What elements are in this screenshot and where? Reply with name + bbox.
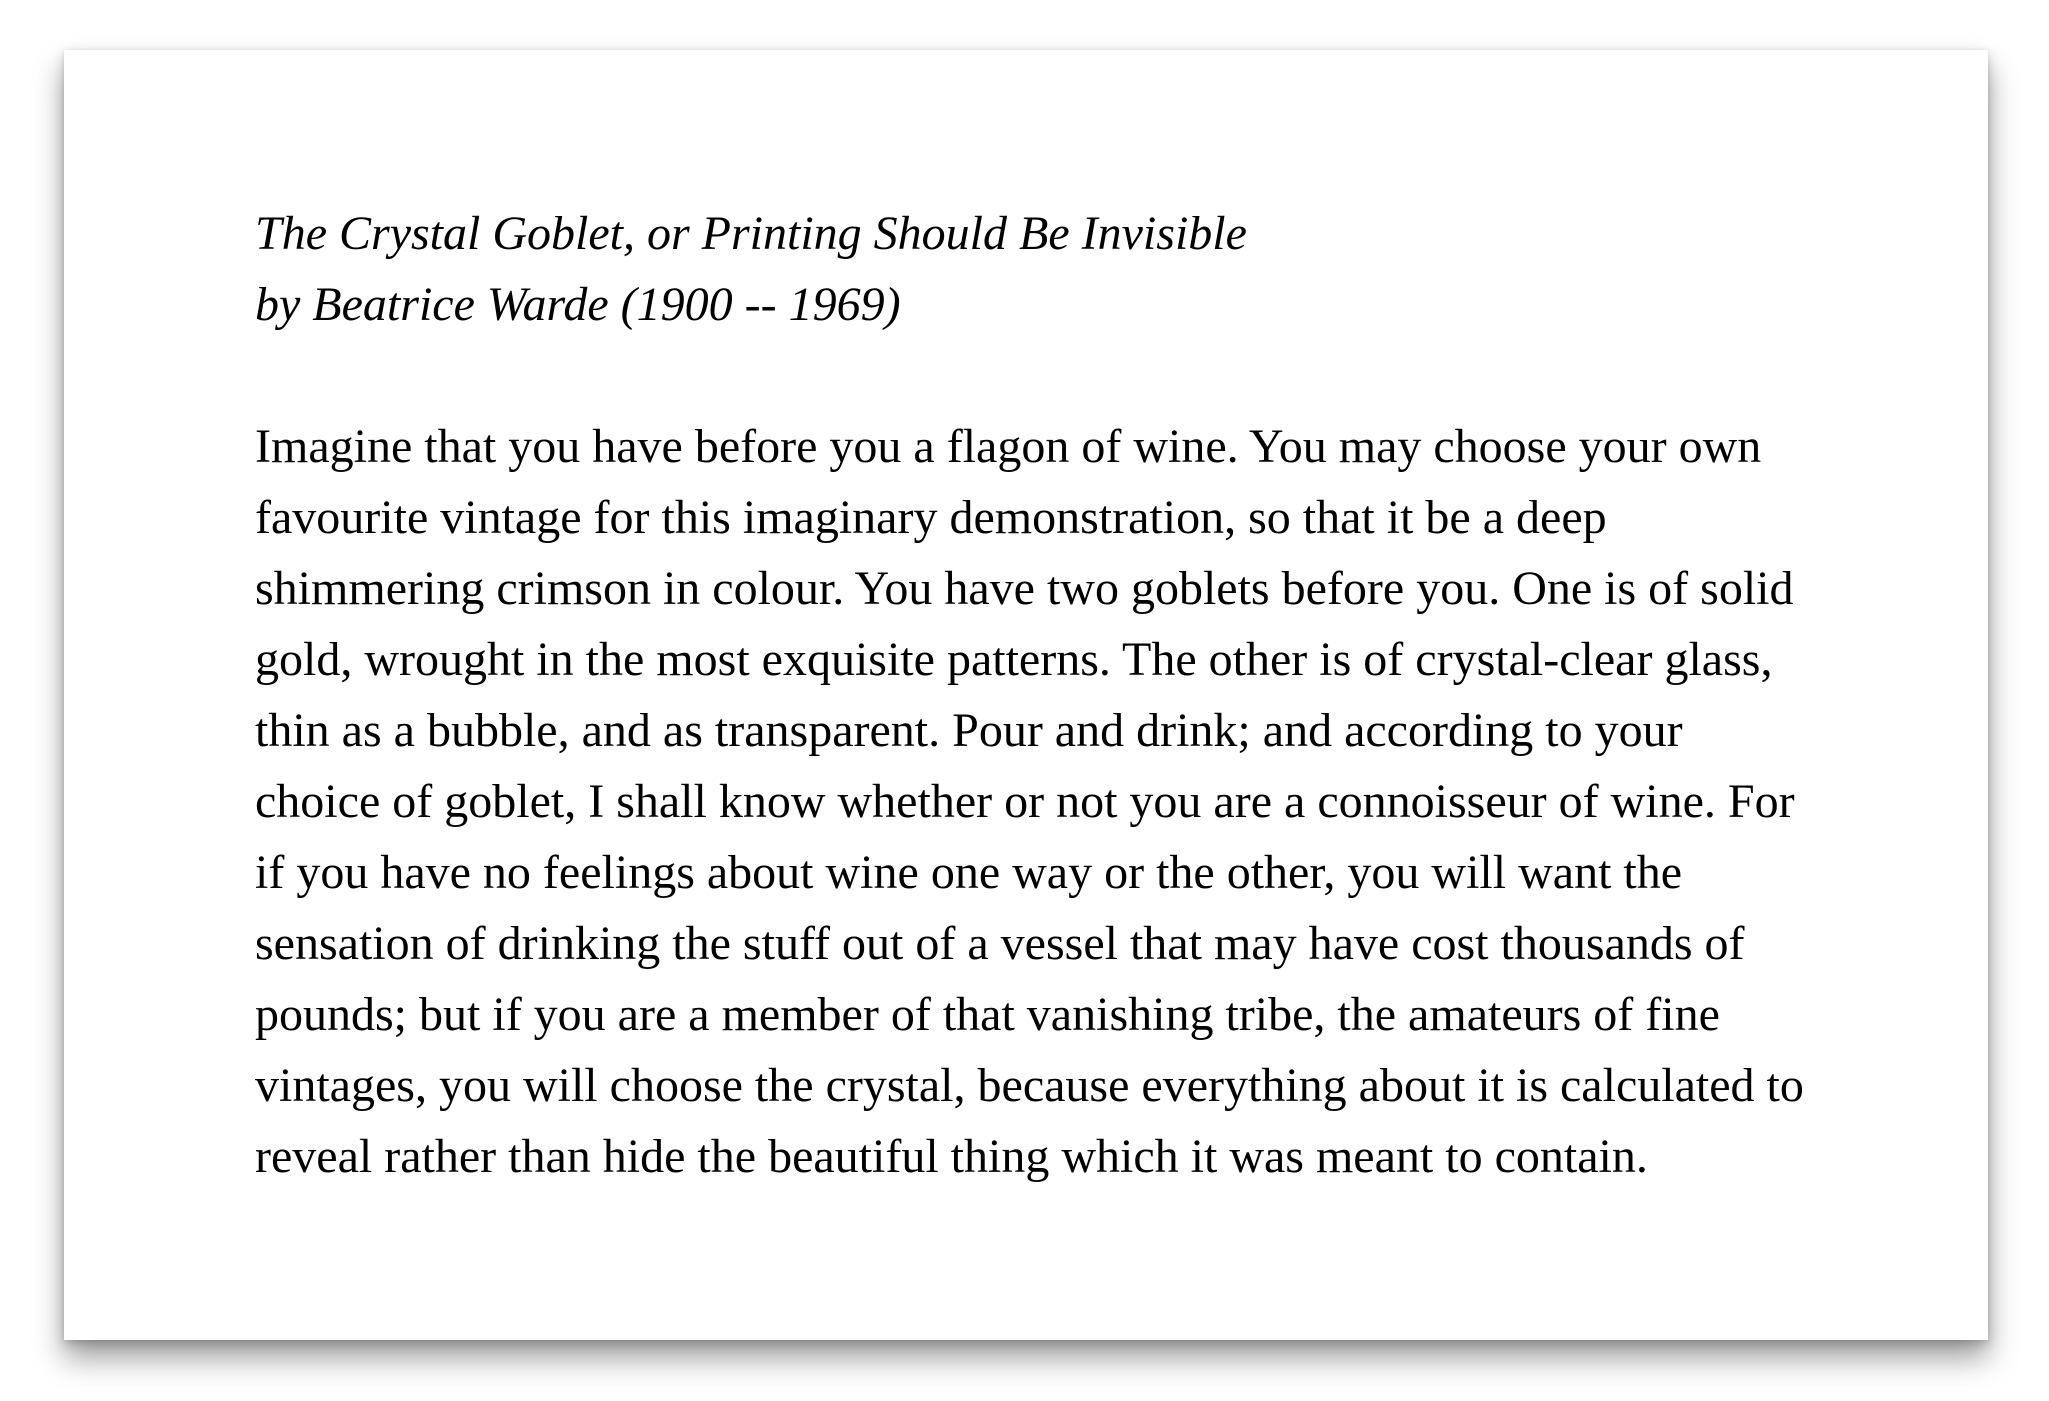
paragraph-line: choice of goblet, I shall know whether or not you are a connoisseur of wine. For [255, 775, 1795, 828]
paragraph-line: Imagine that you have before you a flagon of wine. You may choose your own [255, 420, 1762, 473]
paragraph-line: reveal rather than hide the beautiful thing which it was meant to contain. [255, 1130, 1648, 1183]
paragraph-line: if you have no feelings about wine one way or the other, you will want the [255, 846, 1683, 899]
document-page [64, 50, 1988, 1340]
document-content [255, 198, 1865, 1192]
body-paragraph [255, 411, 1865, 1192]
paragraph-line: favourite vintage for this imaginary demonstration, so that it be a deep [255, 491, 1607, 544]
document-title: The Crystal Goblet, or Printing Should Be Invisible [255, 207, 1247, 260]
paragraph-line: vintages, you will choose the crystal, because everything about it is calculated to [255, 1059, 1804, 1112]
document-byline: by Beatrice Warde (1900 -- 1969) [255, 278, 901, 331]
paragraph-line: thin as a bubble, and as transparent. Pour and drink; and according to your [255, 704, 1683, 757]
paragraph-line: gold, wrought in the most exquisite patterns. The other is of crystal-clear glass, [255, 633, 1773, 686]
document-heading [255, 198, 1865, 340]
paragraph-line: pounds; but if you are a member of that vanishing tribe, the amateurs of fine [255, 988, 1720, 1041]
paragraph-line: sensation of drinking the stuff out of a vessel that may have cost thousands of [255, 917, 1745, 970]
paragraph-line: shimmering crimson in colour. You have two goblets before you. One is of solid [255, 562, 1794, 615]
